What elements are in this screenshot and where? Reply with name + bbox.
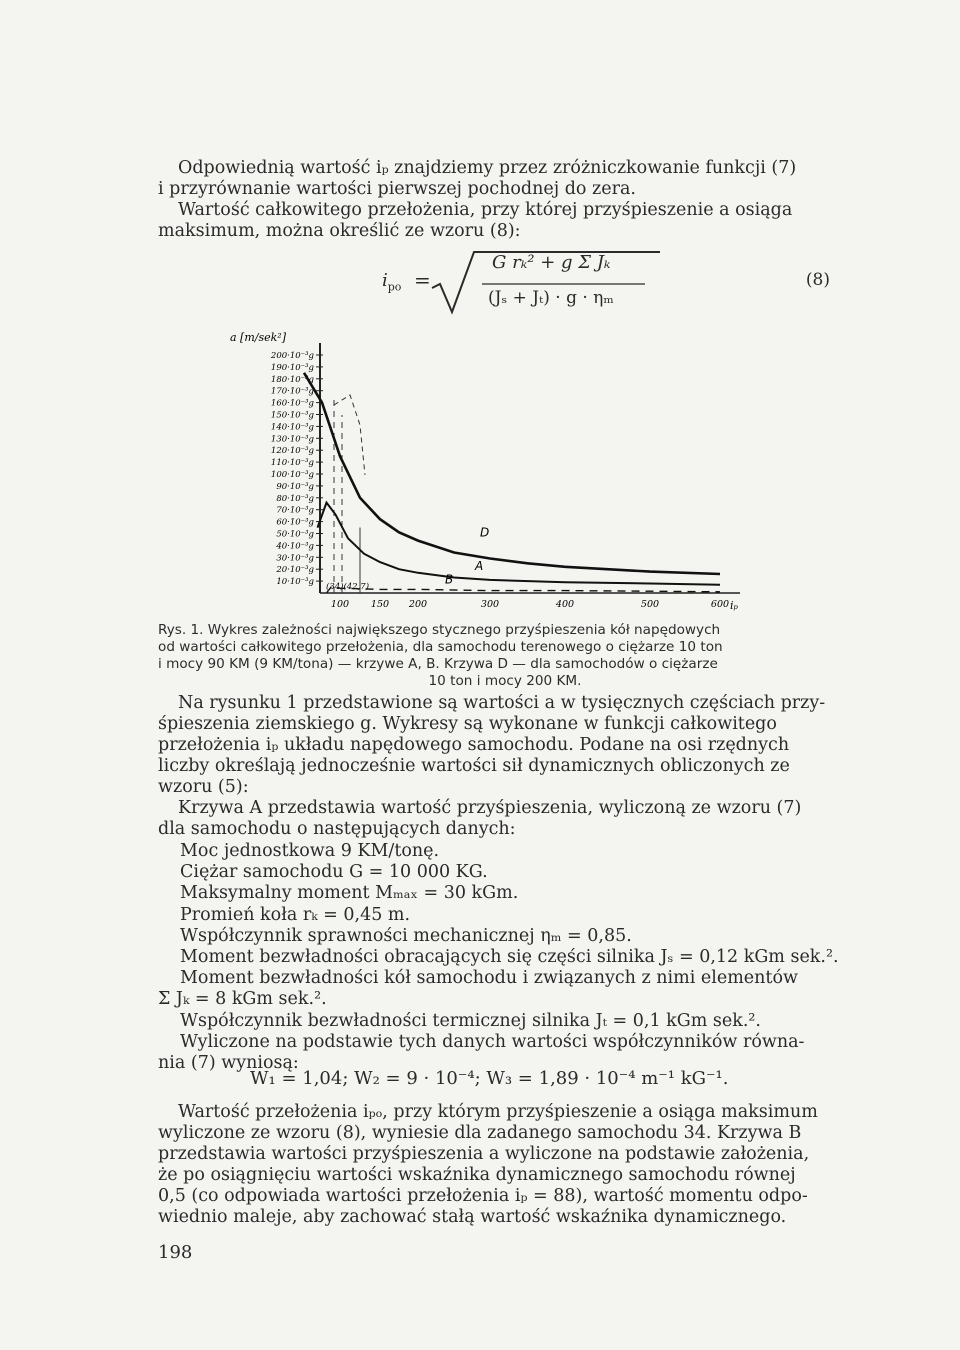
closing-line: przedstawia wartości przyśpieszenia a wyliczone na podstawie założenia, [158, 1144, 810, 1164]
data-item: nia (7) wyniosą: [158, 1053, 299, 1074]
series-label: D [480, 525, 490, 540]
formula-lhs-subscript: po [387, 280, 402, 294]
intro-line: maksimum, można określić ze wzoru (8): [158, 221, 521, 241]
x-tick-label: 600 [710, 599, 730, 610]
formula-numerator: G rₖ² + g Σ Jₖ [492, 252, 611, 273]
data-item: Współczynnik bezwładności termicznej silnika Jₜ = 0,1 kGm sek.². [180, 1010, 761, 1031]
closing-line: 0,5 (co odpowiada wartości przełożenia iₚ = 88), wartość momentu odpo- [158, 1186, 808, 1206]
x-tick-label: 200 [408, 599, 428, 610]
x-tick-label: 150 [370, 599, 390, 610]
y-tick-label: 180·10⁻³g [270, 374, 314, 385]
x-tick-label: 300 [480, 599, 500, 610]
y-tick-label: 170·10⁻³g [270, 386, 314, 397]
body-line: wzoru (5): [158, 777, 249, 797]
vehicle-data-list [158, 841, 850, 1074]
body-line: Na rysunku 1 przedstawione są wartości a w tysięcznych częściach przy- [178, 693, 826, 713]
series-d-line [304, 373, 720, 574]
figure-caption [158, 622, 852, 690]
body-line: dla samochodu o następujących danych: [158, 819, 516, 839]
y-tick-label: 50·10⁻³g [276, 529, 314, 540]
data-item: Moment bezwładności obracających się części silnika Jₛ = 0,12 kGm sek.². [180, 947, 839, 968]
data-item: Współczynnik sprawności mechanicznej ηₘ = 0,85. [180, 925, 632, 946]
series-label: A [475, 558, 484, 573]
y-tick-label: 100·10⁻³g [270, 470, 314, 480]
y-tick-label: 120·10⁻³g [270, 446, 314, 457]
caption-line: 10 ton i mocy 200 KM. [428, 673, 582, 689]
body-line: liczby określają jednocześnie wartości sił dynamicznych obliczonych ze [158, 756, 790, 776]
chart-annotation: (34)(42,7) [326, 582, 370, 592]
series-b-line [327, 587, 721, 593]
body-line: Krzywa A przedstawia wartość przyśpieszenia, wyliczoną ze wzoru (7) [178, 798, 802, 818]
y-tick-label: 140·10⁻³g [270, 422, 314, 433]
data-item: Moment bezwładności kół samochodu i związanych z nimi elementów [180, 968, 798, 989]
formula-number: (8) [805, 270, 830, 290]
formula-8 [370, 248, 850, 318]
y-tick-label: 190·10⁻³g [270, 362, 314, 373]
data-item: Moc jednostkowa 9 KM/tonę. [180, 841, 440, 861]
caption-line: Rys. 1. Wykres zależności największego stycznego przyśpieszenia kół napędowych [158, 622, 721, 638]
formula-equals: = [414, 268, 431, 292]
y-tick-label: 200·10⁻³g [270, 351, 314, 361]
y-tick-label: 40·10⁻³g [276, 541, 314, 552]
body-line: przełożenia iₚ układu napędowego samochodu. Podane na osi rzędnych [158, 735, 790, 755]
closing-paragraph [158, 1102, 850, 1228]
y-tick-label: 130·10⁻³g [270, 434, 314, 445]
caption-line: od wartości całkowitego przełożenia, dla samochodu terenowego o ciężarze 10 ton [158, 639, 723, 655]
x-tick-label: 100 [330, 599, 350, 610]
body-line: śpieszenia ziemskiego g. Wykresy są wykonane w funkcji całkowitego [158, 714, 777, 734]
closing-line: Wartość przełożenia iₚₒ, przy którym przyśpieszenie a osiąga maksimum [178, 1102, 818, 1122]
intro-line: Wartość całkowitego przełożenia, przy której przyśpieszenie a osiąga [178, 200, 793, 220]
intro-paragraph [158, 158, 850, 242]
y-tick-label: 160·10⁻³g [270, 398, 314, 409]
y-tick-label: 10·10⁻³g [276, 577, 314, 588]
x-tick-label: 400 [555, 599, 575, 610]
x-axis-label: iₚ [730, 599, 738, 612]
formula-denominator: (Jₛ + Jₜ) · g · ηₘ [488, 288, 614, 308]
series-label: B [445, 572, 454, 587]
series-d-envelope [334, 395, 365, 475]
x-tick-label: 500 [640, 599, 660, 610]
data-item: Wyliczone na podstawie tych danych wartości współczynników równa- [180, 1031, 805, 1052]
intro-line: Odpowiednią wartość iₚ znajdziemy przez zróżniczkowanie funkcji (7) [178, 158, 797, 178]
data-item: Maksymalny moment Mₘₐₓ = 30 kGm. [180, 883, 519, 904]
y-tick-label: 60·10⁻³g [276, 517, 314, 528]
formula-lhs-symbol: i [382, 270, 388, 291]
data-item: Σ Jₖ = 8 kGm sek.². [158, 989, 327, 1010]
y-axis-label: a [m/sek²] [230, 331, 287, 344]
y-tick-label: 110·10⁻³g [270, 458, 314, 469]
data-item: Promień koła rₖ = 0,45 m. [180, 904, 411, 925]
y-tick-label: 70·10⁻³g [276, 505, 314, 516]
y-tick-label: 90·10⁻³g [276, 481, 314, 492]
coefficients-line: W₁ = 1,04; W₂ = 9 · 10⁻⁴; W₃ = 1,89 · 10⁻⁴ m⁻¹ kG⁻¹. [250, 1068, 729, 1089]
y-tick-label: 20·10⁻³g [276, 565, 314, 576]
page-number: 198 [158, 1242, 193, 1263]
acceleration-chart [230, 325, 750, 620]
caption-line: i mocy 90 KM (9 KM/tona) — krzywe A, B. Krzywa D — dla samochodów o ciężarze [158, 656, 718, 672]
data-item: Ciężar samochodu G = 10 000 KG. [180, 862, 488, 883]
closing-line: że po osiągnięciu wartości wskaźnika dynamicznego samochodu równej [158, 1165, 796, 1185]
intro-line: i przyrównanie wartości pierwszej pochodnej do zera. [158, 179, 636, 199]
body-paragraph [158, 693, 850, 840]
y-tick-label: 80·10⁻³g [276, 493, 314, 504]
closing-line: wiednio maleje, aby zachować stałą wartość wskaźnika dynamicznego. [158, 1207, 787, 1227]
closing-line: wyliczone ze wzoru (8), wyniesie dla zadanego samochodu 34. Krzywa B [158, 1123, 802, 1143]
y-tick-label: 30·10⁻³g [276, 553, 314, 564]
y-tick-label: 150·10⁻³g [270, 410, 314, 421]
